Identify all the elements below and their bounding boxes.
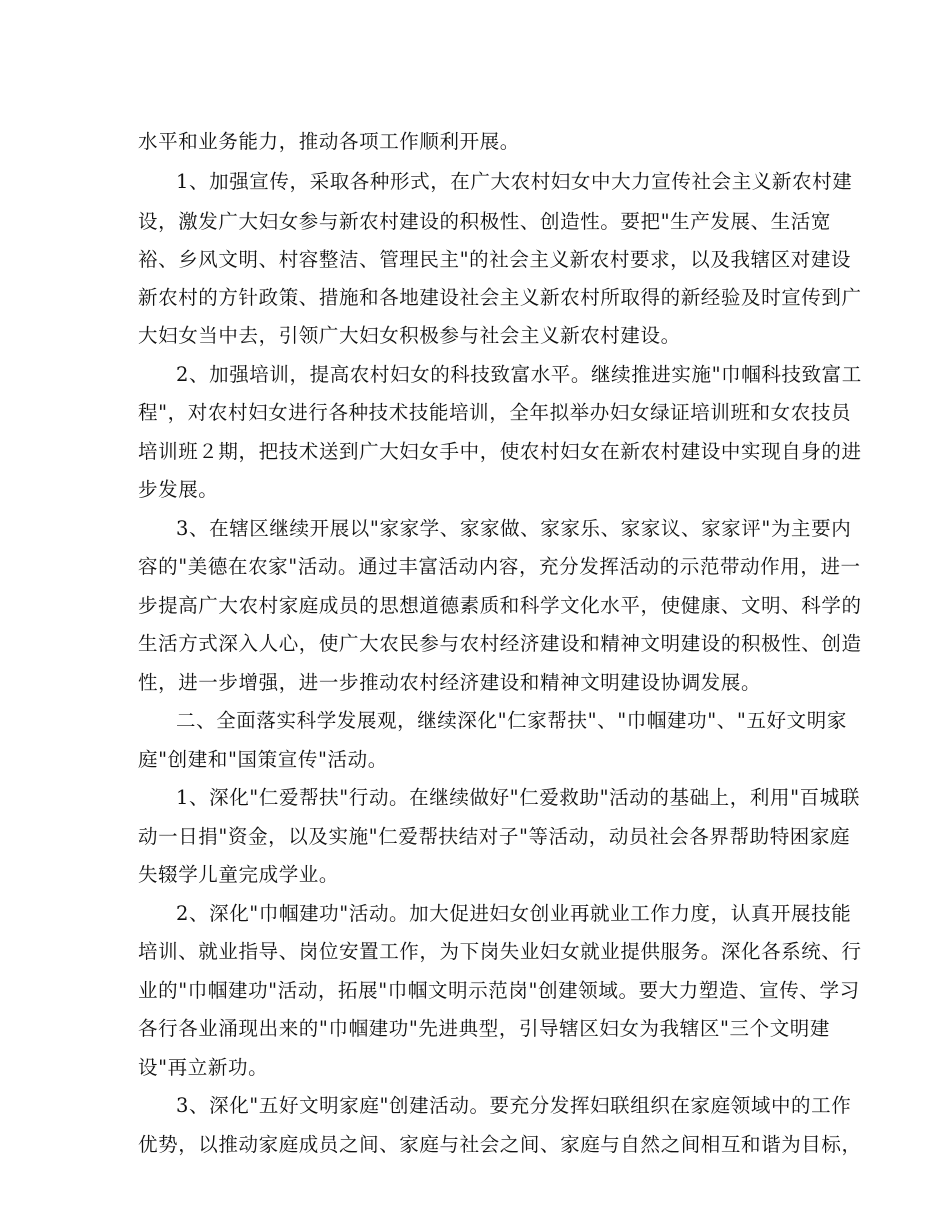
text-line: 动一日捐"资金，以及实施"仁爱帮扶结对子"等活动，动员社会各界帮助特困家庭 <box>138 825 851 848</box>
text-line: 性，进一步增强，进一步推动农村经济建设和精神文明建设协调发展。 <box>138 671 762 694</box>
text-line: 新农村的方针政策、措施和各地建设社会主义新农村所取得的新经验及时宣传到广 <box>138 286 862 309</box>
text-line: 生活方式深入人心，使广大农民参与农村经济建设和精神文明建设的积极性、创造 <box>138 632 862 655</box>
text-line: 容的"美德在农家"活动。通过丰富活动内容，充分发挥活动的示范带动作用，进一 <box>138 555 861 578</box>
text-line: 步提高广大农村家庭成员的思想道德素质和科学文化水平，使健康、文明、科学的 <box>138 594 862 617</box>
text-line: 1、加强宣传，采取各种形式，在广大农村妇女中大力宣传社会主义新农村建 <box>176 170 853 193</box>
text-line: 庭"创建和"国策宣传"活动。 <box>138 748 388 771</box>
text-line: 设"再立新功。 <box>138 1056 269 1079</box>
text-line: 2、深化"巾帼建功"活动。加大促进妇女创业再就业工作力度，认真开展技能 <box>176 902 852 925</box>
text-line: 步发展。 <box>138 478 219 501</box>
text-line: 失辍学儿童完成学业。 <box>138 863 340 886</box>
text-line: 优势，以推动家庭成员之间、家庭与社会之间、家庭与自然之间相互和谐为目标， <box>138 1133 862 1156</box>
text-line: 水平和业务能力，推动各项工作顺利开展。 <box>138 130 520 153</box>
text-line: 大妇女当中去，引领广大妇女积极参与社会主义新农村建设。 <box>138 324 681 347</box>
text-line: 2、加强培训，提高农村妇女的科技致富水平。继续推进实施"巾帼科技致富工 <box>176 363 862 386</box>
text-line: 1、深化"仁爱帮扶"行动。在继续做好"仁爱救助"活动的基础上，利用"百城联 <box>176 786 860 809</box>
text-line: 3、深化"五好文明家庭"创建活动。要充分发挥妇联组织在家庭领域中的工作 <box>176 1094 852 1117</box>
text-line: 裕、乡风文明、村容整洁、管理民主"的社会主义新农村要求，以及我辖区对建设 <box>138 248 852 271</box>
text-line: 程"，对农村妇女进行各种技术技能培训，全年拟举办妇女绿证培训班和女农技员 <box>138 401 852 424</box>
text-line: 二、全面落实科学发展观，继续深化"仁家帮扶"、"巾帼建功"、"五好文明家 <box>176 709 847 732</box>
text-line: 培训、就业指导、岗位安置工作，为下岗失业妇女就业提供服务。深化各系统、行 <box>138 940 862 963</box>
text-line: 各行各业涌现出来的"巾帼建功"先进典型，引导辖区妇女为我辖区"三个文明建 <box>138 1017 831 1040</box>
text-line: 业的"巾帼建功"活动，拓展"巾帼文明示范岗"创建领域。要大力塑造、宣传、学习 <box>138 979 860 1002</box>
text-line: 3、在辖区继续开展以"家家学、家家做、家家乐、家家议、家家评"为主要内 <box>176 517 852 540</box>
text-line: 设，激发广大妇女参与新农村建设的积极性、创造性。要把"生产发展、生活宽 <box>138 210 831 233</box>
text-line: 培训班２期，把技术送到广大妇女手中，使农村妇女在新农村建设中实现自身的进 <box>138 440 862 463</box>
